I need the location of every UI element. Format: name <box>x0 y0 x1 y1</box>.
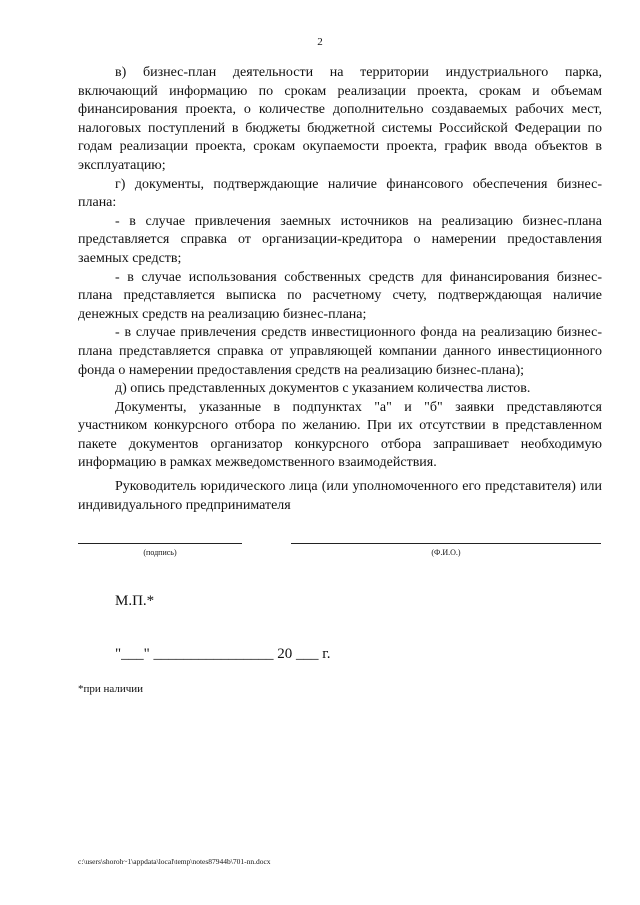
name-line <box>291 543 601 544</box>
name-caption: (Ф.И.О.) <box>431 548 461 557</box>
paragraph-business-plan: в) бизнес-план деятельности на территории индустриального парка, включающий информацию по срокам реализации проекта, срокам и объемам финансирования проекта, о количестве дополнительно создаваемых рабочих мест, налоговых поступлений в бюджеты бюджетной системы Российской Федерации по годам реализации проекта, срокам окупаемости проекта, график ввода объектов в эксплуатацию; <box>78 65 602 173</box>
signature-block <box>78 478 602 515</box>
signature-intro: Руководитель юридического лица (или уполномоченного его представителя) или индивидуального предпринимателя <box>78 479 602 513</box>
paragraph-financial-documents: г) документы, подтверждающие наличие финансового обеспечения бизнес-плана: <box>78 176 602 211</box>
paragraph-investment-fund: - в случае привлечения средств инвестиционного фонда на реализацию бизнес-плана представляется справка от управляющей компании данного инвестиционного фонда о намерении предоставления средств на реализацию бизнес-плана); <box>78 325 602 378</box>
paragraph-inventory: д) опись представленных документов с указанием количества листов. <box>115 381 531 397</box>
signature-line <box>78 543 242 544</box>
document-body <box>78 64 602 473</box>
date-line: "___" ________________ 20 ___ г. <box>115 646 331 662</box>
signature-caption: (подпись) <box>143 548 177 557</box>
stamp-placeholder: М.П.* <box>115 593 155 609</box>
footnote: *при наличии <box>78 683 144 695</box>
paragraph-own-funds: - в случае использования собственных средств для финансирования бизнес-плана представляется выписка по расчетному счету, подтверждающая наличие денежных средств на реализацию бизнес-плана; <box>78 269 602 322</box>
page-number: 2 <box>317 36 323 48</box>
paragraph-loan-sources: - в случае привлечения заемных источников на реализацию бизнес-плана представляется справка от организации-кредитора о намерении предоставления заемных средств; <box>78 213 602 266</box>
file-path-footer: c:\users\shoroh~1\appdata\local\temp\notes87944b\701-nn.docx <box>78 857 271 866</box>
paragraph-documents-note: Документы, указанные в подпунктах "а" и "б" заявки представляются участником конкурсного отбора по желанию. При их отсутствии в представленном пакете документов организатор конкурсного отбора запрашивает необходимую информацию в рамках межведомственного взаимодействия. <box>78 399 602 471</box>
